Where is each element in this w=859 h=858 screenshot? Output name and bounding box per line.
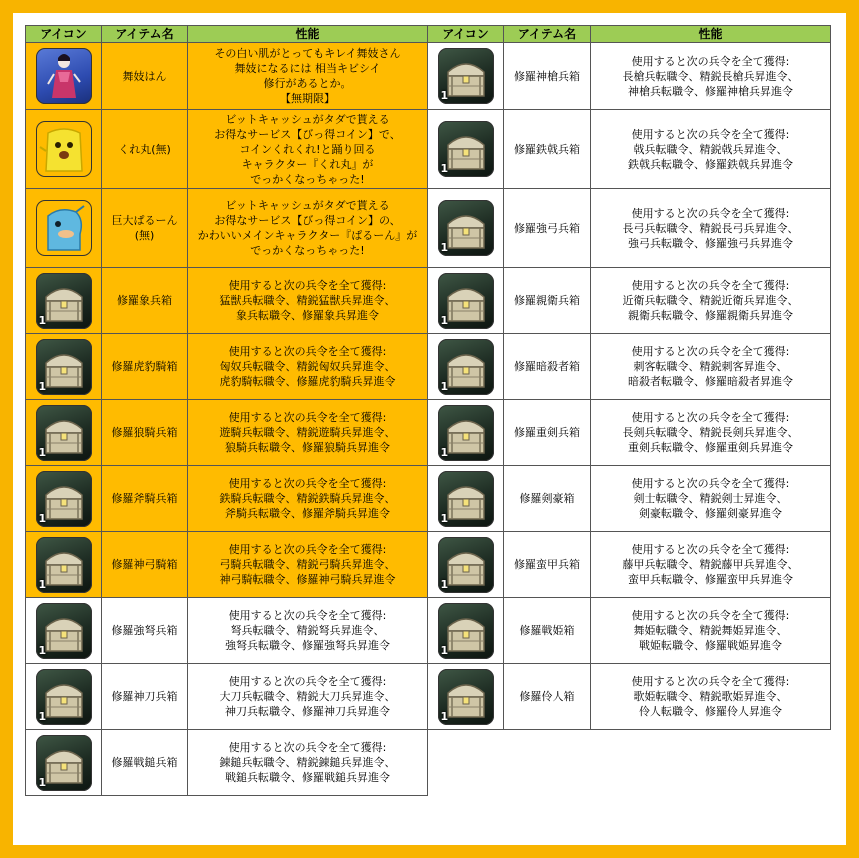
item-performance: 使用すると次の兵令を全て獲得: 長剣兵転職令、精鋭長剣兵昇進令、 重剣兵転職令、修羅重剣兵昇進令	[591, 400, 831, 466]
item-performance: ビットキャッシュがタダで貰える お得なサービス【びっ得コイン】で、 コインくれくれ!と踊り回る キャラクター『くれ丸』が でっかくなっちゃった!	[188, 110, 428, 189]
item-performance: 使用すると次の兵令を全て獲得: 錬鎚兵転職令、精鋭錬鎚兵昇進令、 戦鎚兵転職令、修羅戦鎚兵昇進令	[188, 730, 428, 796]
item-performance: 使用すると次の兵令を全て獲得: 鉄騎兵転職令、精鋭鉄騎兵昇進令、 斧騎兵転職令、修羅斧騎兵昇進令	[188, 466, 428, 532]
chest-icon[interactable]	[36, 669, 92, 725]
chest-icon[interactable]	[438, 669, 494, 725]
item-quantity: 1	[440, 313, 449, 327]
chest-icon[interactable]	[36, 735, 92, 791]
header-name-right: アイテム名	[504, 26, 591, 43]
table-row	[26, 466, 831, 532]
item-icon-cell	[26, 110, 102, 189]
item-quantity: 1	[440, 511, 449, 525]
item-quantity: 1	[38, 577, 47, 591]
item-name: 修羅親衛兵箱	[504, 268, 591, 334]
chest-icon[interactable]	[438, 405, 494, 461]
item-name: 修羅重剣兵箱	[504, 400, 591, 466]
chest-icon[interactable]	[438, 537, 494, 593]
item-table	[25, 25, 831, 796]
header-name-left: アイテム名	[102, 26, 188, 43]
chest-icon[interactable]	[438, 471, 494, 527]
table-row	[26, 43, 831, 110]
item-icon-cell	[26, 598, 102, 664]
item-name: 修羅神弓騎箱	[102, 532, 188, 598]
item-quantity: 1	[440, 89, 449, 102]
table-row	[26, 400, 831, 466]
item-icon-cell	[428, 189, 504, 268]
item-name: 修羅神刀兵箱	[102, 664, 188, 730]
item-performance: 使用すると次の兵令を全て獲得: 匈奴兵転職令、精鋭匈奴兵昇進令、 虎豹騎転職令、修羅虎豹騎兵昇進令	[188, 334, 428, 400]
item-icon-cell	[428, 598, 504, 664]
item-name: 修羅伶人箱	[504, 664, 591, 730]
item-performance: 使用すると次の兵令を全て獲得: 猛獣兵転職令、精鋭猛獣兵昇進令、 象兵転職令、修羅象兵昇進令	[188, 268, 428, 334]
chest-icon[interactable]	[438, 339, 494, 395]
item-icon-cell	[26, 664, 102, 730]
item-performance: 使用すると次の兵令を全て獲得: 遊騎兵転職令、精鋭遊騎兵昇進令、 狼騎兵転職令、修羅狼騎兵昇進令	[188, 400, 428, 466]
page-inner	[13, 13, 846, 845]
item-quantity: 1	[38, 313, 47, 327]
item-quantity: 1	[38, 709, 47, 723]
item-icon-cell	[428, 532, 504, 598]
item-icon-cell	[428, 110, 504, 189]
item-quantity: 1	[38, 379, 47, 393]
item-performance: ビットキャッシュがタダで貰える お得なサービス【びっ得コイン】の、 かわいいメインキャラクター『ぱるーん』が でっかくなっちゃった!	[188, 189, 428, 268]
item-quantity: 1	[38, 643, 47, 657]
item-icon-cell	[26, 334, 102, 400]
header-icon-left: アイコン	[26, 26, 102, 43]
item-name: 修羅戦鎚兵箱	[102, 730, 188, 796]
item-performance: 使用すると次の兵令を全て獲得: 大刀兵転職令、精鋭大刀兵昇進令、 神刀兵転職令、修羅神刀兵昇進令	[188, 664, 428, 730]
item-performance: 使用すると次の兵令を全て獲得: 弓騎兵転職令、精鋭弓騎兵昇進令、 神弓騎転職令、修羅神弓騎兵昇進令	[188, 532, 428, 598]
item-name: 修羅斧騎兵箱	[102, 466, 188, 532]
item-icon-cell	[26, 400, 102, 466]
item-performance: その白い肌がとってもキレイ舞妓さん 舞妓になるには 相当キビシイ 修行があるとか。 【無期限】	[188, 43, 428, 110]
chest-icon[interactable]	[438, 48, 494, 104]
chest-icon[interactable]	[438, 603, 494, 659]
item-performance: 使用すると次の兵令を全て獲得: 長槍兵転職令、精鋭長槍兵昇進令、 神槍兵転職令、修羅神槍兵昇進令	[591, 43, 831, 110]
empty-cell	[428, 730, 831, 796]
item-name: 修羅虎豹騎箱	[102, 334, 188, 400]
item-performance: 使用すると次の兵令を全て獲得: 近衛兵転職令、精鋭近衛兵昇進令、 親衛兵転職令、修羅親衛兵昇進令	[591, 268, 831, 334]
item-quantity: 1	[38, 445, 47, 459]
item-icon-cell	[428, 466, 504, 532]
item-name: 修羅神槍兵箱	[504, 43, 591, 110]
item-name: 修羅強弓兵箱	[504, 189, 591, 268]
item-name: 修羅戦姫箱	[504, 598, 591, 664]
item-name: 修羅鉄戟兵箱	[504, 110, 591, 189]
chest-icon[interactable]	[36, 405, 92, 461]
item-performance: 使用すると次の兵令を全て獲得: 戟兵転職令、精鋭戟兵昇進令、 鉄戟兵転職令、修羅鉄戟兵昇進令	[591, 110, 831, 189]
item-icon-cell	[26, 268, 102, 334]
item-name: 修羅強弩兵箱	[102, 598, 188, 664]
item-name: 修羅象兵箱	[102, 268, 188, 334]
item-name: 修羅暗殺者箱	[504, 334, 591, 400]
dancer-icon[interactable]	[36, 48, 92, 104]
item-icon-cell	[26, 43, 102, 110]
item-performance: 使用すると次の兵令を全て獲得: 剣士転職令、精鋭剣士昇進令、 剣豪転職令、修羅剣豪昇進令	[591, 466, 831, 532]
item-name: 修羅剣豪箱	[504, 466, 591, 532]
item-quantity: 1	[38, 775, 47, 789]
item-name: 巨大ぱるーん (無)	[102, 189, 188, 268]
chest-icon[interactable]	[438, 121, 494, 177]
table-row	[26, 664, 831, 730]
table-header-row	[26, 26, 831, 43]
chest-icon[interactable]	[36, 339, 92, 395]
item-performance: 使用すると次の兵令を全て獲得: 長弓兵転職令、精鋭長弓兵昇進令、 強弓兵転職令、修羅強弓兵昇進令	[591, 189, 831, 268]
chest-icon[interactable]	[36, 273, 92, 329]
item-icon-cell	[26, 189, 102, 268]
item-icon-cell	[428, 334, 504, 400]
item-icon-cell	[428, 400, 504, 466]
table-row	[26, 532, 831, 598]
table-row	[26, 598, 831, 664]
header-icon-right: アイコン	[428, 26, 504, 43]
header-perf-left: 性能	[188, 26, 428, 43]
item-icon-cell	[428, 268, 504, 334]
table-row	[26, 268, 831, 334]
item-quantity: 1	[440, 445, 449, 459]
chest-icon[interactable]	[36, 537, 92, 593]
item-name: 舞妓はん	[102, 43, 188, 110]
table-row	[26, 110, 831, 189]
item-icon-cell	[428, 664, 504, 730]
item-quantity: 1	[440, 379, 449, 393]
parun-icon[interactable]	[36, 200, 92, 256]
item-icon-cell	[26, 730, 102, 796]
header-perf-right: 性能	[591, 26, 831, 43]
item-quantity: 1	[440, 241, 449, 254]
item-quantity: 1	[440, 643, 449, 657]
item-quantity: 1	[440, 577, 449, 591]
item-name: 修羅蛮甲兵箱	[504, 532, 591, 598]
table-row	[26, 730, 831, 796]
item-performance: 使用すると次の兵令を全て獲得: 藤甲兵転職令、精鋭藤甲兵昇進令、 蛮甲兵転職令、修羅蛮甲兵昇進令	[591, 532, 831, 598]
item-icon-cell	[26, 466, 102, 532]
chest-icon[interactable]	[438, 273, 494, 329]
table-row	[26, 334, 831, 400]
item-performance: 使用すると次の兵令を全て獲得: 舞姫転職令、精鋭舞姫昇進令、 戦姫転職令、修羅戦姫昇進令	[591, 598, 831, 664]
chest-icon[interactable]	[36, 603, 92, 659]
item-name: 修羅狼騎兵箱	[102, 400, 188, 466]
chest-icon[interactable]	[438, 200, 494, 256]
item-performance: 使用すると次の兵令を全て獲得: 刺客転職令、精鋭刺客昇進令、 暗殺者転職令、修羅暗殺者昇進令	[591, 334, 831, 400]
kureru-icon[interactable]	[36, 121, 92, 177]
item-quantity: 1	[38, 511, 47, 525]
item-quantity: 1	[440, 709, 449, 723]
item-quantity: 1	[440, 162, 449, 175]
chest-icon[interactable]	[36, 471, 92, 527]
item-name: くれ丸(無)	[102, 110, 188, 189]
item-performance: 使用すると次の兵令を全て獲得: 歌姫転職令、精鋭歌姫昇進令、 伶人転職令、修羅伶人昇進令	[591, 664, 831, 730]
item-icon-cell	[26, 532, 102, 598]
item-icon-cell	[428, 43, 504, 110]
table-row	[26, 189, 831, 268]
item-performance: 使用すると次の兵令を全て獲得: 弩兵転職令、精鋭弩兵昇進令、 強弩兵転職令、修羅強弩兵昇進令	[188, 598, 428, 664]
